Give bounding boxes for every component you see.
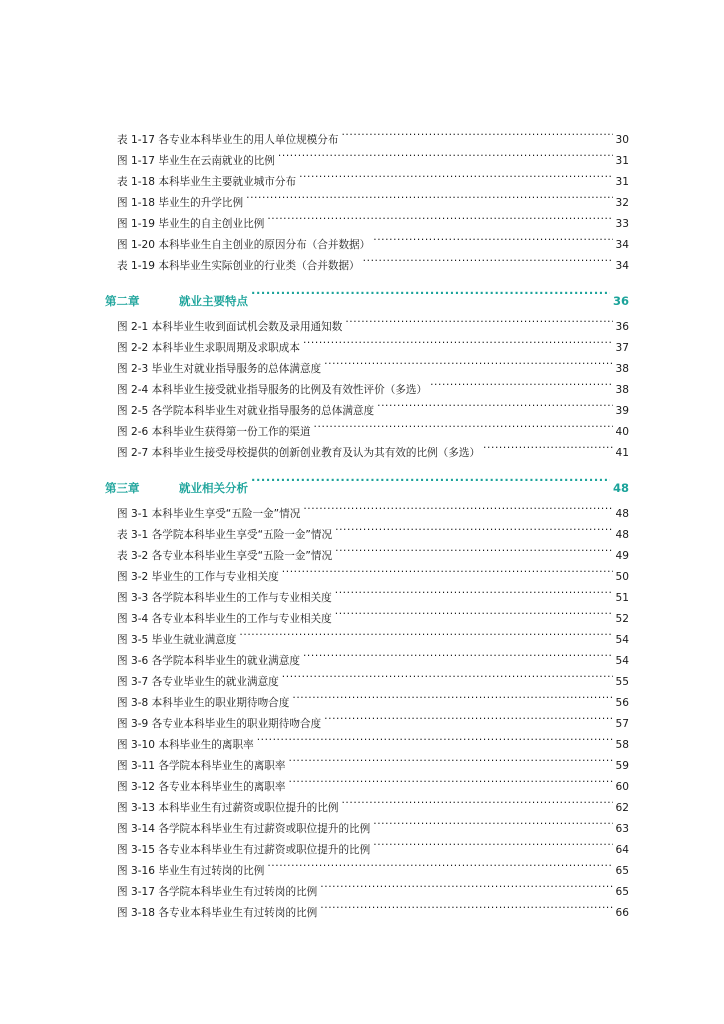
dot-leader bbox=[246, 185, 612, 206]
dot-leader bbox=[335, 517, 612, 538]
page-number: 31 bbox=[615, 155, 629, 167]
dot-leader bbox=[341, 122, 612, 143]
page-number: 51 bbox=[615, 592, 629, 604]
page-number: 38 bbox=[615, 363, 629, 375]
entry-title: 表 1-19 本科毕业生实际创业的行业类（合并数据） bbox=[117, 260, 360, 272]
dot-leader bbox=[363, 248, 613, 269]
dot-leader bbox=[335, 601, 613, 622]
page-number: 40 bbox=[615, 426, 629, 438]
entry-title: 图 2-4 本科毕业生接受就业指导服务的比例及有效性评价（多选） bbox=[117, 384, 428, 396]
dot-leader bbox=[303, 330, 613, 351]
page-number: 37 bbox=[615, 342, 629, 354]
page-number: 57 bbox=[615, 718, 629, 730]
dot-leader bbox=[320, 895, 612, 916]
page-number: 58 bbox=[615, 739, 629, 751]
dot-leader bbox=[251, 462, 610, 492]
page-number: 59 bbox=[615, 760, 629, 772]
page-number: 39 bbox=[615, 405, 629, 417]
entry-title: 图 3-2 毕业生的工作与专业相关度 bbox=[117, 571, 279, 583]
page-number: 30 bbox=[615, 134, 629, 146]
entry-title: 图 3-16 毕业生有过转岗的比例 bbox=[117, 865, 265, 877]
dot-leader bbox=[314, 414, 613, 435]
entry-title: 图 3-18 各专业本科毕业生有过转岗的比例 bbox=[117, 907, 318, 919]
dot-leader bbox=[335, 538, 612, 559]
dot-leader bbox=[483, 435, 612, 456]
entry-title: 图 3-1 本科毕业生享受“五险一金”情况 bbox=[117, 508, 301, 520]
dot-leader bbox=[251, 275, 610, 305]
dot-leader bbox=[373, 227, 612, 248]
page-number: 41 bbox=[615, 447, 629, 459]
entry-title: 图 2-3 毕业生对就业指导服务的总体满意度 bbox=[117, 363, 322, 375]
page-number: 36 bbox=[615, 321, 629, 333]
dot-leader bbox=[377, 393, 612, 414]
dot-leader bbox=[278, 143, 613, 164]
page-number: 50 bbox=[615, 571, 629, 583]
page-number: 65 bbox=[615, 865, 629, 877]
page-number: 34 bbox=[615, 260, 629, 272]
entry-title: 图 2-7 本科毕业生接受母校提供的创新创业教育及认为其有效的比例（多选） bbox=[117, 447, 481, 459]
entry-title: 图 3-8 本科毕业生的职业期待吻合度 bbox=[117, 697, 290, 709]
page-number: 33 bbox=[615, 218, 629, 230]
dot-leader bbox=[292, 685, 612, 706]
dot-leader bbox=[239, 622, 612, 643]
dot-leader bbox=[303, 643, 613, 664]
entry-title: 图 2-1 本科毕业生收到面试机会数及录用通知数 bbox=[117, 321, 343, 333]
dot-leader bbox=[324, 351, 612, 372]
entry-title: 图 3-4 各专业本科毕业生的工作与专业相关度 bbox=[117, 613, 332, 625]
entry-title: 图 2-6 本科毕业生获得第一份工作的渠道 bbox=[117, 426, 311, 438]
entry-title: 图 2-5 各学院本科毕业生对就业指导服务的总体满意度 bbox=[117, 405, 375, 417]
page-number: 48 bbox=[615, 529, 629, 541]
dot-leader bbox=[345, 309, 612, 330]
entry-title: 图 3-7 各专业毕业生的就业满意度 bbox=[117, 676, 279, 688]
entry-title: 图 3-15 各专业本科毕业生有过薪资或职位提升的比例 bbox=[117, 844, 371, 856]
toc-chapter-entry[interactable] bbox=[105, 462, 629, 495]
page-number: 60 bbox=[615, 781, 629, 793]
page-number: 55 bbox=[615, 676, 629, 688]
entry-title: 表 3-1 各学院本科毕业生享受“五险一金”情况 bbox=[117, 529, 333, 541]
dot-leader bbox=[289, 769, 613, 790]
entry-title: 图 1-18 毕业生的升学比例 bbox=[117, 197, 244, 209]
page-number: 65 bbox=[615, 886, 629, 898]
dot-leader bbox=[257, 727, 613, 748]
page-number: 32 bbox=[615, 197, 629, 209]
table-of-contents bbox=[105, 122, 629, 919]
dot-leader bbox=[341, 790, 612, 811]
entry-title: 图 2-2 本科毕业生求职周期及求职成本 bbox=[117, 342, 300, 354]
page-number: 49 bbox=[615, 550, 629, 562]
page-number: 63 bbox=[615, 823, 629, 835]
dot-leader bbox=[267, 206, 612, 227]
entry-title: 图 3-14 各学院本科毕业生有过薪资或职位提升的比例 bbox=[117, 823, 371, 835]
page-number: 66 bbox=[615, 907, 629, 919]
dot-leader bbox=[373, 811, 612, 832]
dot-leader bbox=[289, 748, 613, 769]
entry-title: 图 1-20 本科毕业生自主创业的原因分布（合并数据） bbox=[117, 239, 371, 251]
page-number: 36 bbox=[612, 294, 629, 308]
page-number: 54 bbox=[615, 655, 629, 667]
dot-leader bbox=[324, 706, 612, 727]
chapter-number: 第二章 bbox=[105, 294, 140, 308]
dot-leader bbox=[282, 664, 613, 685]
dot-leader bbox=[282, 559, 613, 580]
page-number: 34 bbox=[615, 239, 629, 251]
entry-title: 图 3-5 毕业生就业满意度 bbox=[117, 634, 237, 646]
toc-chapter-entry[interactable] bbox=[105, 275, 629, 308]
entry-title: 图 3-6 各学院本科毕业生的就业满意度 bbox=[117, 655, 300, 667]
page-number: 31 bbox=[615, 176, 629, 188]
chapter-number: 第三章 bbox=[105, 481, 140, 495]
page-number: 56 bbox=[615, 697, 629, 709]
dot-leader bbox=[373, 832, 612, 853]
page-number: 54 bbox=[615, 634, 629, 646]
entry-title: 图 1-19 毕业生的自主创业比例 bbox=[117, 218, 265, 230]
dot-leader bbox=[299, 164, 612, 185]
chapter-title: 就业主要特点 bbox=[179, 294, 248, 308]
entry-title: 图 3-17 各学院本科毕业生有过转岗的比例 bbox=[117, 886, 318, 898]
entry-title: 图 3-12 各专业本科毕业生的离职率 bbox=[117, 781, 286, 793]
page-number: 48 bbox=[612, 481, 629, 495]
entry-title: 图 3-9 各专业本科毕业生的职业期待吻合度 bbox=[117, 718, 322, 730]
entry-title: 表 1-18 本科毕业生主要就业城市分布 bbox=[117, 176, 297, 188]
page-number: 48 bbox=[615, 508, 629, 520]
entry-title: 表 3-2 各专业本科毕业生享受“五险一金”情况 bbox=[117, 550, 333, 562]
entry-title: 图 3-13 本科毕业生有过薪资或职位提升的比例 bbox=[117, 802, 339, 814]
page-number: 64 bbox=[615, 844, 629, 856]
entry-title: 图 1-17 毕业生在云南就业的比例 bbox=[117, 155, 275, 167]
toc-entry[interactable] bbox=[105, 122, 629, 146]
entry-title: 图 3-3 各学院本科毕业生的工作与专业相关度 bbox=[117, 592, 332, 604]
dot-leader bbox=[430, 372, 612, 393]
dot-leader bbox=[267, 853, 612, 874]
chapter-title: 就业相关分析 bbox=[179, 481, 248, 495]
dot-leader bbox=[335, 580, 613, 601]
page-number: 62 bbox=[615, 802, 629, 814]
dot-leader bbox=[303, 496, 612, 517]
entry-title: 图 3-11 各学院本科毕业生的离职率 bbox=[117, 760, 286, 772]
page-number: 52 bbox=[615, 613, 629, 625]
entry-title: 图 3-10 本科毕业生的离职率 bbox=[117, 739, 254, 751]
dot-leader bbox=[320, 874, 612, 895]
entry-title: 表 1-17 各专业本科毕业生的用人单位规模分布 bbox=[117, 134, 339, 146]
page-number: 38 bbox=[615, 384, 629, 396]
